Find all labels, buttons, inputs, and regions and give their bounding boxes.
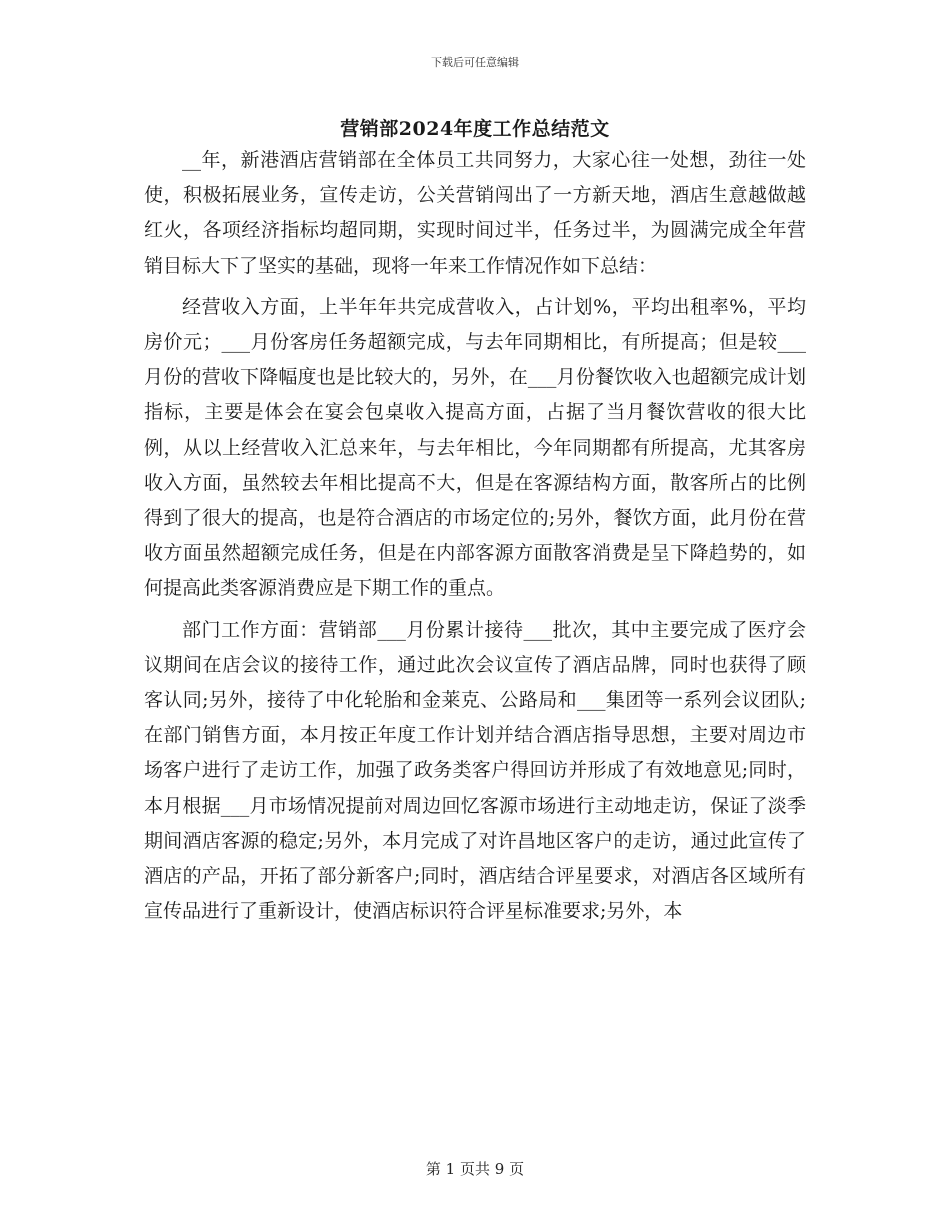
paragraph-revenue: 经营收入方面，上半年年共完成营收入，占计划%，平均出租率%，平均房价元；___月份客房任务超额完成，与去年同期相比，有所提高；但是较___月份的营收下降幅度也是比较大的，另外，在___月份餐饮收入也超额完成计划指标，主要是体会在宴会包桌收入提高方面，占据了当月餐饮营收的很大比例，从以上经营收入汇总来年，与去年相比，今年同期都有所提高，尤其客房收入方面，虽然较去年相比提高不大，但是在客源结构方面，散客所占的比例得到了很大的提高，也是符合酒店的市场定位的;另外，餐饮方面，此月份在营收方面虽然超额完成任务，但是在内部客源方面散客消费是呈下降趋势的，如何提高此类客源消费应是下期工作的重点。 bbox=[144, 295, 806, 600]
header-note: 下载后可任意编辑 bbox=[431, 56, 519, 69]
paragraph-department-work: 部门工作方面：营销部___月份累计接待___批次，其中主要完成了医疗会议期间在店会议的接待工作，通过此次会议宣传了酒店品牌，同时也获得了顾客认同;另外，接待了中化轮胎和金莱克、公路局和___集团等一系列会议团队;在部门销售方面，本月按正年度工作计划并结合酒店指导思想，主要对周边市场客户进行了走访工作，加强了政务类客户得回访并形成了有效地意见;同时，本月根据___月市场情况提前对周边回忆客源市场进行主动地走访，保证了淡季期间酒店客源的稳定;另外，本月完成了对许昌地区客户的走访，通过此宣传了酒店的产品，开拓了部分新客户;同时，酒店结合评星要求，对酒店各区域所有宣传品进行了重新设计，使酒店标识符合评星标准要求;另外，本 bbox=[144, 618, 806, 923]
document-title: 营销部2024年度工作总结范文 bbox=[340, 118, 610, 140]
page-number: 第 1 页共 9 页 bbox=[425, 1160, 525, 1178]
document-body bbox=[144, 143, 806, 929]
paragraph-intro: __年，新港酒店营销部在全体员工共同努力，大家心往一处想，劲往一处使，积极拓展业务，宣传走访，公关营销闯出了一方新天地，酒店生意越做越红火，各项经济指标均超同期，实现时间过半，任务过半，为圆满完成全年营销目标大下了坚实的基础，现将一年来工作情况作如下总结： bbox=[144, 149, 806, 277]
